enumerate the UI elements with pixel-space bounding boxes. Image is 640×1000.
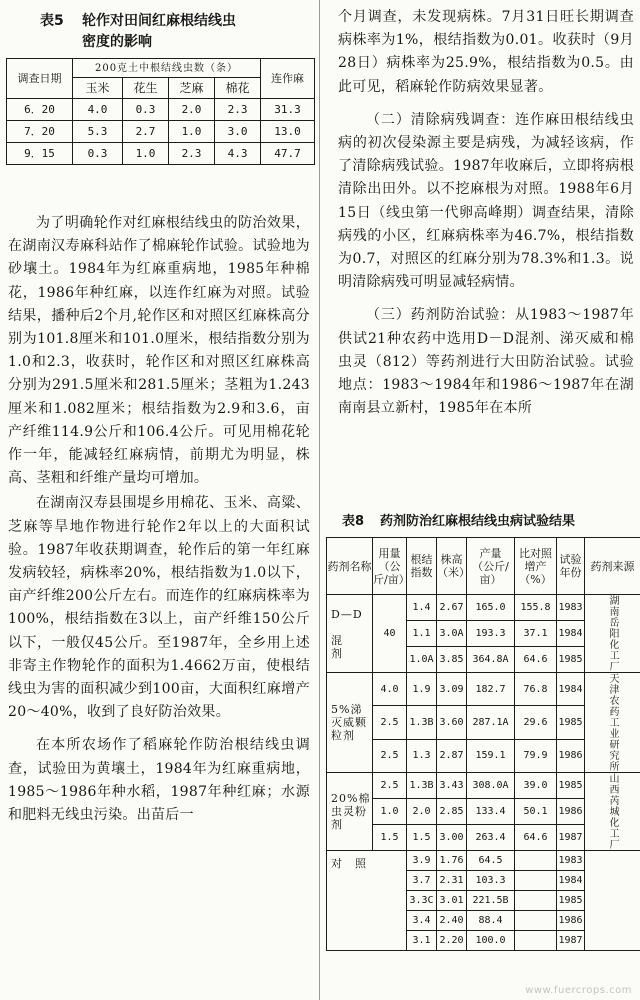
right-body-text <box>338 6 634 420</box>
table8-cell <box>515 931 557 951</box>
table8-header-yield <box>467 538 515 595</box>
table8-cell: 1987 <box>557 825 585 851</box>
header-text: 用量 <box>378 546 401 560</box>
section-body: 从1983～1987年供试21种农药中选用D－D混剂、涕灭威和棉虫灵（812）等药剂进行大田防治试验。试验地点：1983～1984年和1986～1987年在湖南南县立新村，1985年在本所 <box>338 307 634 417</box>
table8-cell: 364.8A <box>467 647 515 673</box>
table5-value-cell: 2.0 <box>169 99 215 121</box>
table5-number: 表5 <box>40 13 64 29</box>
watermark: www.fuercrops.com <box>525 985 632 996</box>
table8-cell: 193.3 <box>467 621 515 647</box>
table8-cell: 37.1 <box>515 621 557 647</box>
table5-value-cell: 2.3 <box>169 143 215 165</box>
table5-header-date: 调查日期 <box>7 59 73 99</box>
table5-header-group: 200克土中根结线虫数（条） <box>73 59 261 78</box>
table5-crop-header: 棉花 <box>215 78 261 99</box>
section-heading: （二）清除病残调查： <box>366 111 516 128</box>
table8-header-row <box>327 538 640 595</box>
table8-cell: 1.0A <box>407 647 437 673</box>
table8-dose-cell: 2.5 <box>373 706 407 739</box>
table5-caption <box>40 12 236 31</box>
table5-row <box>7 143 315 165</box>
agent-name: 粒剂 <box>331 729 355 742</box>
table8-cell: 159.1 <box>467 739 515 772</box>
table8-cell: 3.43 <box>437 773 467 799</box>
table8-cell: 3.9 <box>407 851 437 871</box>
table8-header-source: 药剂来源 <box>585 538 640 595</box>
table8-cell: 1.9 <box>407 673 437 706</box>
body-paragraph: 个月调查，未发现病株。7月31日旺长期调查病株率为1%，根结指数为0.01。收获时（9月28日）病株率为25.9%，根结指数为0.5。由此可见，稻麻轮作防病效果显著。 <box>338 9 634 95</box>
table8-header-year: 试验年份 <box>557 538 585 595</box>
table8-header-height: 株高（米） <box>437 538 467 595</box>
table8-cell: 3.1 <box>407 931 437 951</box>
table8-cell: 3.09 <box>437 673 467 706</box>
table8-cell: 1985 <box>557 706 585 739</box>
table5-value-cell: 4.0 <box>73 99 123 121</box>
agent-name: 20%棉 <box>331 792 371 805</box>
column-divider <box>319 0 320 1000</box>
table8-cell: 39.0 <box>515 773 557 799</box>
table8-cell: 64.6 <box>515 825 557 851</box>
table8-header-agent: 药剂名称 <box>327 538 373 595</box>
table5-value-cell: 2.3 <box>215 99 261 121</box>
table5-value-cell: 1.0 <box>123 143 169 165</box>
table8-cell: 29.6 <box>515 706 557 739</box>
table8-cell: 64.5 <box>467 851 515 871</box>
table8-cell: 2.85 <box>437 799 467 825</box>
table8-cell <box>515 871 557 891</box>
table8-cell <box>515 851 557 871</box>
table8-cell: 3.0A <box>437 621 467 647</box>
table5-header-continuous: 连作麻 <box>261 59 315 99</box>
table8-cell: 1.4 <box>407 595 437 621</box>
table8-header-dose <box>373 538 410 595</box>
table-row <box>327 673 640 706</box>
body-paragraph: 在湖南汉寿县围堤乡用棉花、玉米、高粱、芝麻等旱地作物进行轮作2年以上的大面积试验。1987年收获期调查，轮作后的第一年红麻发病较轻，病株率20%，根结指数为1.0以下，亩产纤维200公斤左右。而连作的红麻病株率为100%，根结指数在3以上，亩产纤维150公斤以下，一般仅45公斤。至1987年，全乡用上述非寄主作物轮作的面积为1.4662万亩，使根结线虫为害的面积减少到100亩，大面积红麻增产20～40%，收到了良好防治效果。 <box>8 495 310 721</box>
table8-cell: 1.5 <box>407 825 437 851</box>
table5-value-cell: 0.3 <box>73 143 123 165</box>
table8-cell: 64.6 <box>515 647 557 673</box>
agent-name: 5%涕 <box>331 703 363 716</box>
header-unit: （%） <box>519 572 552 586</box>
section-heading: （三）药剂防治试验： <box>366 307 516 324</box>
table8-cell: 3.00 <box>437 825 467 851</box>
table5-title-line2: 密度的影响 <box>82 34 152 50</box>
table8-agent-cell: 对 照 <box>327 851 407 951</box>
table8-cell: 3.4 <box>407 911 437 931</box>
table8-cell: 1.3 <box>407 739 437 772</box>
table8-cell: 1987 <box>557 931 585 951</box>
table8-cell <box>515 891 557 911</box>
table8 <box>326 537 640 951</box>
left-body-text <box>8 212 310 827</box>
header-unit: （公斤/亩） <box>472 559 509 586</box>
table5-value-cell: 1.0 <box>169 121 215 143</box>
table8-cell: 3.3C <box>407 891 437 911</box>
header-text: 比对照增产 <box>519 546 552 573</box>
table8-source-cell: 湖南岳阳化工厂 <box>585 595 640 673</box>
table8-cell: 1986 <box>557 911 585 931</box>
table8-dose-cell: 1.0 <box>373 799 407 825</box>
table8-cell <box>515 911 557 931</box>
table8-dose-cell: 4.0 <box>373 673 407 706</box>
table8-dose-cell: 1.5 <box>373 825 407 851</box>
table5-date-cell: 9．15 <box>7 143 73 165</box>
body-paragraph: 为了明确轮作对红麻根结线虫的防治效果，在湖南汉寿麻科站作了棉麻轮作试验。试验地为砂壤土。1984年为红麻重病地，1985年种棉花，1986年种红麻，以连作红麻为对照。试验结果，播种后2个月,轮作区和对照区红麻株高分别为101.8厘米和101.0厘米，根结指数分别为1.0和2.3，收获时，轮作区和对照区红麻株高分别为291.5厘米和281.5厘米；茎粗为1.243厘米和1.082厘米；根结指数为2.9和3.6，亩产纤维114.9公斤和106.4公斤。可见用棉花轮作一年，能减轻红麻病情，前期尤为明显，株高、茎粗和纤维产量均可增加。 <box>8 215 310 487</box>
table8-cell: 3.60 <box>437 706 467 739</box>
table8-cell: 165.0 <box>467 595 515 621</box>
table8-source-cell: 山西芮城化工厂 <box>585 773 640 851</box>
table8-cell: 2.67 <box>437 595 467 621</box>
table8-cell: 1986 <box>557 799 585 825</box>
agent-name: 虫灵粉 <box>331 805 367 818</box>
table5-crop-header: 玉米 <box>73 78 123 99</box>
table8-cell: 103.3 <box>467 871 515 891</box>
section-body: 连作麻田根结线虫病的初次侵染源主要是病残，为减轻该病，作了清除病残试验。1987年收麻后，立即将病根清除出田外。以不挖麻根为对照。1988年6月15日（线虫第一代卵高峰期）调查结果，清除病残的小区，红麻病株率为46.7%，根结指数为0.7，对照区的红麻分别为78.3%和1.3。说明清除病残可明显减轻病情。 <box>338 111 634 291</box>
table5-date-cell: 6．20 <box>7 99 73 121</box>
table8-cell: 308.0A <box>467 773 515 799</box>
table5 <box>6 58 315 165</box>
table8-cell: 2.31 <box>437 871 467 891</box>
table8-number: 表8 <box>342 514 365 529</box>
table5-value-cell: 2.7 <box>123 121 169 143</box>
table8-cell: 1984 <box>557 621 585 647</box>
table8-agent-cell <box>327 773 373 851</box>
table8-cell: 263.4 <box>467 825 515 851</box>
table5-value-cell: 3.0 <box>215 121 261 143</box>
table8-agent-cell <box>327 595 373 673</box>
table8-dose-cell: 2.5 <box>373 773 407 799</box>
header-text: 产量 <box>479 546 502 560</box>
table8-cell: 221.5B <box>467 891 515 911</box>
table8-cell: 1986 <box>557 739 585 772</box>
table8-cell: 3.01 <box>437 891 467 911</box>
table8-cell: 2.40 <box>437 911 467 931</box>
table8-cell: 1984 <box>557 673 585 706</box>
table8-source-cell: 天津农药工业研究所 <box>585 673 640 773</box>
table8-title: 药剂防治红麻根结线虫病试验结果 <box>380 514 576 529</box>
table8-cell: 287.1A <box>467 706 515 739</box>
table5-row <box>7 99 315 121</box>
table5-value-cell: 0.3 <box>123 99 169 121</box>
table8-cell: 182.7 <box>467 673 515 706</box>
table8-cell: 1.3B <box>407 706 437 739</box>
table8-cell: 1.1 <box>407 621 437 647</box>
table8-source-cell <box>585 851 640 951</box>
table8-cell: 50.1 <box>515 799 557 825</box>
table8-cell: 1985 <box>557 891 585 911</box>
agent-name: 灭威颗 <box>331 716 367 729</box>
table5-crop-header: 花生 <box>123 78 169 99</box>
header-unit: （公斤/亩） <box>373 559 410 586</box>
table5-value-cell: 5.3 <box>73 121 123 143</box>
body-paragraph <box>338 109 634 295</box>
agent-name: D—D <box>331 607 363 621</box>
table8-cell: 1985 <box>557 647 585 673</box>
table5-value-cell: 13.0 <box>261 121 315 143</box>
body-paragraph: 在本所农场作了稻麻轮作防治根结线虫调查，试验田为黄壤土，1984年为红麻重病地，1985～1986年种水稻，1987年种红麻；水源和肥料无线虫污染。出苗后一 <box>8 737 310 824</box>
table5-value-cell: 4.3 <box>215 143 261 165</box>
table8-header-increase <box>515 538 557 595</box>
table8-cell: 100.0 <box>467 931 515 951</box>
table8-cell: 88.4 <box>467 911 515 931</box>
table8-header-root-knot: 根结指数 <box>407 538 437 595</box>
table8-cell: 1983 <box>557 851 585 871</box>
table8-cell: 2.0 <box>407 799 437 825</box>
table8-cell: 3.85 <box>437 647 467 673</box>
table-row <box>327 595 640 621</box>
table8-cell: 133.4 <box>467 799 515 825</box>
table8-caption <box>342 512 575 531</box>
table5-crop-header: 芝麻 <box>169 78 215 99</box>
table-row <box>327 773 640 799</box>
table-row <box>327 851 640 871</box>
table8-cell: 79.9 <box>515 739 557 772</box>
table8-cell: 1.3B <box>407 773 437 799</box>
table8-dose-cell: 2.5 <box>373 739 407 772</box>
table8-cell: 155.8 <box>515 595 557 621</box>
table8-cell: 1985 <box>557 773 585 799</box>
table5-row <box>7 121 315 143</box>
table8-cell: 76.8 <box>515 673 557 706</box>
table5-value-cell: 31.3 <box>261 99 315 121</box>
table8-cell: 1983 <box>557 595 585 621</box>
body-paragraph <box>338 304 634 420</box>
table8-agent-cell <box>327 673 373 773</box>
agent-name: 混 剂 <box>331 633 367 660</box>
table5-date-cell: 7．20 <box>7 121 73 143</box>
table5-value-cell: 47.7 <box>261 143 315 165</box>
table8-cell: 2.20 <box>437 931 467 951</box>
table8-cell: 1984 <box>557 871 585 891</box>
agent-name: 剂 <box>331 818 343 831</box>
table5-title-line1: 轮作对田间红麻根结线虫 <box>82 13 236 29</box>
table8-dose-cell: 40 <box>373 595 407 673</box>
table8-cell: 1.76 <box>437 851 467 871</box>
table8-cell: 3.7 <box>407 871 437 891</box>
table8-cell: 2.87 <box>437 739 467 772</box>
